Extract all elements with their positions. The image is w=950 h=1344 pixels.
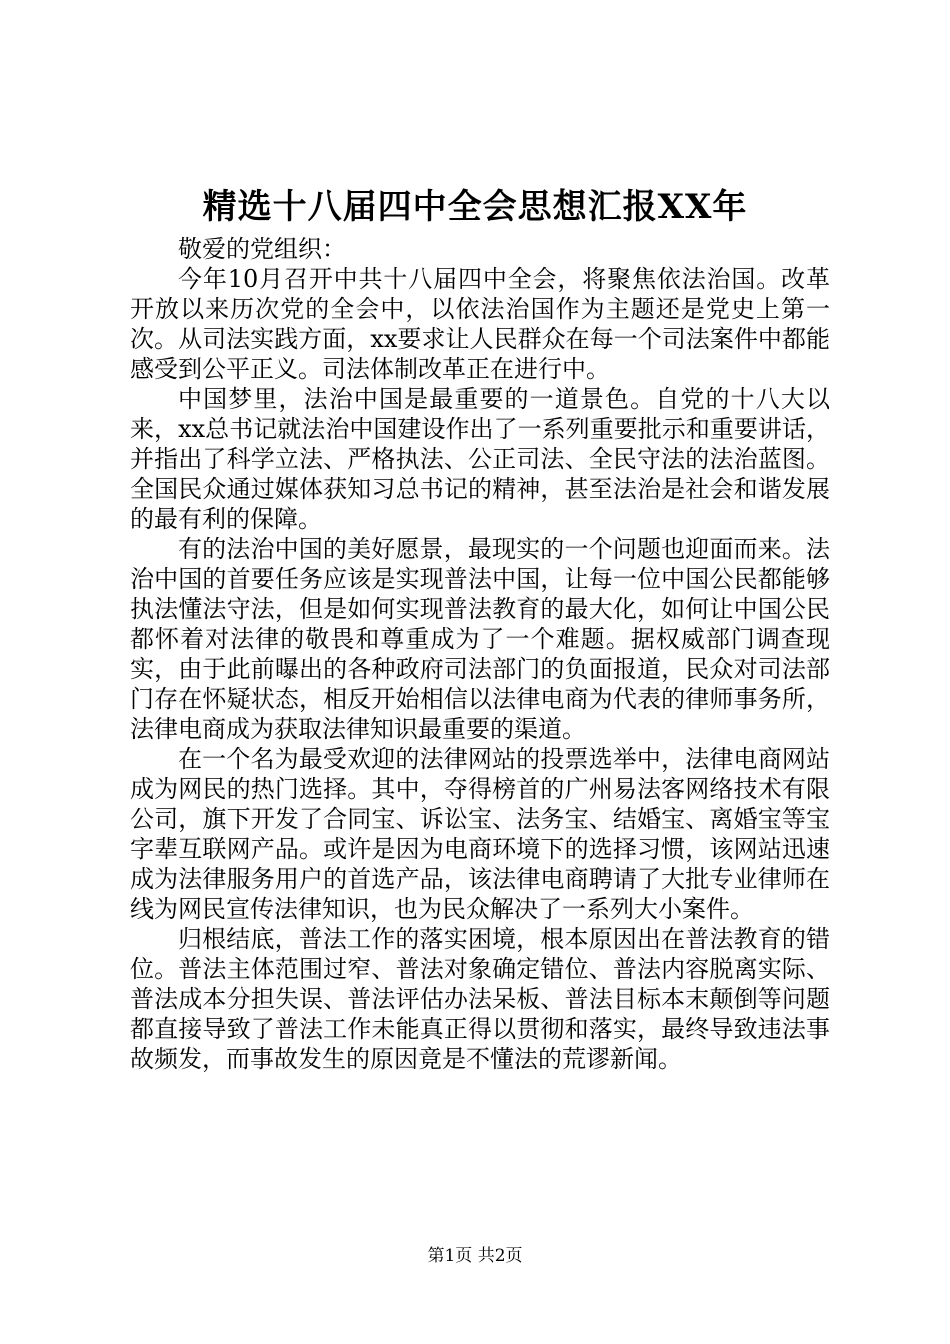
salutation: 敬爱的党组织： xyxy=(178,235,346,263)
paragraph-1: 今年10月召开中共十八届四中全会，将聚焦依法治国。改革开放以来历次党的全会中，以依法治国作为主题还是党史上第一次。从司法实践方面，xx要求让人民群众在每一个司法案件中都能感受到公平正义。司法体制改革正在进行中。 xyxy=(130,265,830,383)
paragraph-2: 中国梦里，法治中国是最重要的一道景色。自党的十八大以来，xx总书记就法治中国建设作出了一系列重要批示和重要讲话，并指出了科学立法、严格执法、公正司法、全民守法的法治蓝图。全国民众通过媒体获知习总书记的精神，甚至法治是社会和谐发展的最有利的保障。 xyxy=(130,385,830,533)
document-title: 精选十八届四中全会思想汇报XX年 xyxy=(202,187,748,227)
page-footer: 第1页 共2页 xyxy=(427,1246,523,1266)
document-body xyxy=(130,234,830,1074)
paragraph-3: 有的法治中国的美好愿景，最现实的一个问题也迎面而来。法治中国的首要任务应该是实现普法中国，让每一位中国公民都能够执法懂法守法，但是如何实现普法教育的最大化，如何让中国公民都怀着对法律的敬畏和尊重成为了一个难题。据权威部门调查现实，由于此前曝出的各种政府司法部门的负面报道，民众对司法部门存在怀疑状态，相反开始相信以法律电商为代表的律师事务所，法律电商成为获取法律知识最重要的渠道。 xyxy=(130,535,830,743)
paragraph-4: 在一个名为最受欢迎的法律网站的投票选举中，法律电商网站成为网民的热门选择。其中，夺得榜首的广州易法客网络技术有限公司，旗下开发了合同宝、诉讼宝、法务宝、结婚宝、离婚宝等宝字辈互联网产品。或许是因为电商环境下的选择习惯，该网站迅速成为法律服务用户的首选产品，该法律电商聘请了大批专业律师在线为网民宣传法律知识，也为民众解决了一系列大小案件。 xyxy=(130,745,830,923)
paragraph-5: 归根结底，普法工作的落实困境，根本原因出在普法教育的错位。普法主体范围过窄、普法对象确定错位、普法内容脱离实际、普法成本分担失误、普法评估办法呆板、普法目标本末颠倒等问题都直接导致了普法工作未能真正得以贯彻和落实，最终导致违法事故频发，而事故发生的原因竟是不懂法的荒谬新闻。 xyxy=(130,925,830,1073)
